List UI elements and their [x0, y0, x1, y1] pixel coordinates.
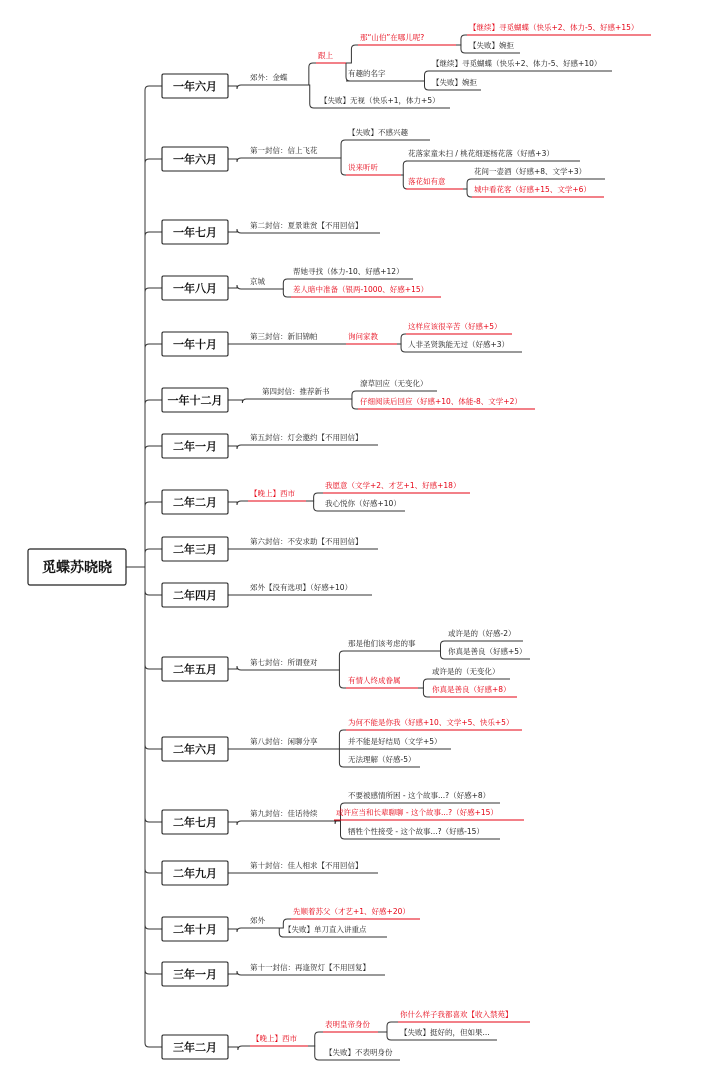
branch-connector: [347, 399, 358, 409]
month-branch: [145, 446, 162, 450]
month-label: 二年六月: [173, 743, 217, 756]
branch-label: 那是他们该考虑的事: [348, 639, 416, 648]
branch-node: [346, 717, 522, 730]
branch-connector: [337, 140, 346, 158]
branch-node: [323, 1047, 400, 1060]
month-to-branch-connector: [228, 821, 248, 825]
branch-node: [358, 396, 535, 409]
month-node: [162, 388, 228, 412]
branch-node: [446, 628, 523, 641]
branch-label: 花间一壶酒（好感+8、文学+3）: [474, 167, 587, 176]
branch-node: [248, 145, 337, 158]
month-label: 一年十二月: [167, 394, 223, 407]
branch-node: [250, 1033, 308, 1046]
month-node: [162, 657, 228, 681]
branch-node: [248, 331, 335, 344]
branch-label: 【失败】不感兴趣: [348, 128, 408, 137]
branch-label: 【失败】挺好的，但如果...: [400, 1028, 490, 1037]
month-branch: [145, 591, 162, 595]
branch-label: 【失败】无视（快乐+1，体力+5）: [320, 96, 440, 105]
month-node: [162, 737, 228, 761]
month-node: [162, 861, 228, 885]
branch-node: [346, 754, 420, 767]
branch-node: [406, 321, 512, 334]
branch-connector: [277, 289, 291, 297]
month-branch: [145, 869, 162, 873]
month-node: [162, 147, 228, 171]
month-branch: [145, 925, 162, 929]
branch-label: 仔细阅读后回应（好感+10、体能-8、文学+2）: [360, 397, 522, 406]
branch-label: 【失败】婉拒: [432, 78, 477, 87]
branch-node: [346, 331, 397, 344]
branch-label: 郊外【没有选项】（好感+10）: [250, 583, 353, 592]
branch-node: [346, 127, 430, 140]
month-label: 二年四月: [173, 589, 217, 602]
branch-label: 【继续】寻觅蝴蝶（快乐+2、体力-5、好感+15）: [469, 23, 639, 32]
branch-label: 你什么样子我都喜欢【收入禁苑】: [400, 1010, 513, 1019]
branch-labels: [248, 22, 651, 1060]
branch-node: [323, 480, 470, 493]
branch-connector: [308, 1032, 323, 1046]
month-branch: [145, 1043, 162, 1047]
branch-label: 花落家童未扫 / 桃花细逐杨花落（好感+3）: [408, 149, 554, 158]
branch-label: 或许是的（无变化）: [432, 667, 500, 676]
month-to-branch-connector: [228, 666, 248, 670]
branch-label: 不要被感情所困 - 这个故事...?（好感+8）: [348, 791, 491, 800]
root-node: [28, 549, 126, 585]
branch-node: [316, 50, 346, 63]
branch-node: [260, 386, 347, 399]
branch-label: 这样应该很辛苦（好感+5）: [408, 322, 502, 331]
branch-connector: [308, 1046, 323, 1060]
branch-node: [406, 339, 522, 352]
branch-connector: [456, 35, 467, 45]
branch-node: [446, 646, 530, 659]
branch-label: 有情人终成眷属: [348, 676, 401, 685]
branch-label: 【失败】单刀直入讲重点: [284, 925, 367, 934]
branch-node: [346, 162, 401, 175]
month-label: 三年一月: [173, 968, 217, 981]
branch-label: 并不能是好结局（文学+5）: [348, 737, 442, 746]
branch-label: 第八封信：闲聊分享: [250, 737, 318, 746]
branch-node: [248, 536, 378, 549]
month-label: 一年六月: [173, 153, 217, 166]
month-label: 二年三月: [173, 543, 217, 556]
month-branch: [145, 288, 162, 292]
month-branch: [145, 818, 162, 822]
branch-node: [248, 488, 306, 501]
branch-node: [398, 1027, 497, 1040]
branch-connector: [306, 493, 323, 501]
branch-label: 第三封信：新旧锦帕: [250, 332, 318, 341]
branch-label: 人非圣贤孰能无过（好感+3）: [408, 340, 510, 349]
month-branch: [145, 665, 162, 669]
branch-label: 郊外：金蝶: [250, 73, 288, 82]
branch-connector: [277, 928, 283, 937]
month-label: 一年十月: [173, 338, 217, 351]
branch-node: [248, 915, 277, 928]
month-label: 二年九月: [173, 867, 217, 880]
month-branch: [145, 232, 162, 236]
branch-connector: [420, 71, 430, 81]
branch-node: [467, 40, 520, 53]
branch-node: [346, 826, 500, 839]
month-branch: [145, 549, 162, 553]
month-node: [162, 276, 228, 300]
branch-connector: [418, 688, 430, 697]
month-branch: [145, 344, 162, 348]
branch-label: 询问家教: [348, 332, 378, 341]
month-node: [162, 490, 228, 514]
branch-label: 第七封信：所谓登对: [250, 658, 318, 667]
month-to-branch-connector: [228, 229, 248, 233]
branch-node: [358, 32, 456, 45]
branch-label: 城中看花客（好感+15、文学+6）: [474, 185, 591, 194]
branch-connector: [277, 279, 291, 289]
month-label: 二年一月: [173, 440, 217, 453]
branch-node: [248, 657, 334, 670]
branch-node: [472, 166, 605, 179]
branch-label: 第五封信：灯会邀约【不用回信】: [250, 433, 363, 442]
branch-node: [430, 666, 510, 679]
branch-node: [467, 22, 651, 35]
month-label: 二年二月: [173, 496, 217, 509]
branch-label: 第四封信：推荐新书: [262, 387, 330, 396]
branch-node: [318, 95, 450, 108]
branch-connector: [334, 651, 346, 670]
branch-connector: [401, 175, 407, 189]
month-label: 二年七月: [173, 816, 217, 829]
branch-node: [248, 220, 380, 233]
month-branch: [145, 970, 162, 974]
branch-label: 你真是善良（好感+5）: [448, 647, 527, 656]
branch-node: [358, 378, 437, 391]
month-branch: [145, 745, 162, 749]
branch-node: [248, 860, 378, 873]
branch-connector: [303, 85, 318, 108]
month-node: [162, 810, 228, 834]
month-to-branch-connector: [228, 1046, 250, 1050]
branch-label: 你真是善良（好感+8）: [432, 685, 511, 694]
branch-node: [248, 582, 372, 595]
branch-node: [430, 684, 517, 697]
branch-connector: [334, 730, 346, 749]
branch-node: [406, 176, 463, 189]
branch-label: 郊外: [250, 916, 265, 925]
month-label: 一年七月: [173, 226, 217, 239]
month-node: [162, 74, 228, 98]
branch-label: 帮她寻找（体力-10、好感+12）: [293, 267, 404, 276]
month-node: [162, 332, 228, 356]
branch-label: 跟上: [318, 51, 333, 60]
branch-node: [248, 736, 334, 749]
branch-label: 那“山伯”在哪儿呢?: [360, 33, 425, 42]
branch-connector: [436, 641, 446, 651]
branch-connector: [346, 45, 358, 63]
branch-node: [346, 638, 436, 651]
branch-connector: [306, 501, 323, 511]
branch-connector: [456, 45, 467, 53]
branch-node: [472, 184, 604, 197]
branch-node: [346, 675, 418, 688]
month-to-branch-connector: [228, 971, 248, 975]
month-to-branch-connector: [228, 285, 248, 289]
branch-label: 第二封信：夏景谁赏【不用回信】: [250, 221, 363, 230]
branch-label: 【继续】寻觅蝴蝶（快乐+2、体力-5、好感+10）: [432, 59, 602, 68]
branch-label: 为何不能是你我（好感+10、文学+5、快乐+5）: [348, 718, 514, 727]
branch-label: 【失败】婉拒: [469, 41, 514, 50]
month-to-branch-connector: [228, 501, 248, 505]
month-branch: [145, 400, 162, 404]
month-node: [162, 537, 228, 561]
branch-node: [291, 284, 441, 297]
branch-label: 第十一封信：再逢贺灯【不用回复】: [250, 963, 370, 972]
branch-label: 第十封信：佳人相求【不用回信】: [250, 861, 363, 870]
month-node: [162, 583, 228, 607]
branch-connector: [401, 161, 407, 175]
branch-connector: [420, 81, 430, 90]
branch-label: 无法理解（好感-5）: [348, 755, 416, 764]
month-to-branch-connector: [228, 85, 248, 89]
branch-node: [398, 1009, 530, 1022]
branch-label: 落花如有意: [408, 177, 446, 186]
month-nodes: [162, 74, 228, 1059]
branch-node: [248, 432, 378, 445]
branch-connector: [337, 158, 346, 175]
month-label: 三年二月: [173, 1041, 217, 1054]
branch-node: [346, 790, 500, 803]
month-label: 二年十月: [173, 923, 217, 936]
month-node: [162, 962, 228, 986]
branch-connector: [334, 670, 346, 688]
branch-label: 【晚上】西市: [252, 1034, 297, 1043]
month-label: 二年五月: [173, 663, 217, 676]
month-branch: [145, 502, 162, 506]
branch-connector: [436, 651, 446, 659]
branch-label: 第一封信：信上飞花: [250, 146, 318, 155]
branch-label: 第九封信：佳话待续: [250, 809, 318, 818]
month-node: [162, 917, 228, 941]
branch-label: 【失败】不表明身份: [325, 1048, 393, 1057]
branch-label: 先顺着苏父（才艺+1、好感+20）: [293, 907, 410, 916]
branch-node: [291, 266, 413, 279]
branch-label: 潦草回应（无变化）: [360, 379, 428, 388]
month-to-branch-connector: [228, 158, 248, 162]
month-label: 一年六月: [173, 80, 217, 93]
branch-label: 第六封信：不安求助【不用回信】: [250, 537, 363, 546]
branch-node: [291, 906, 420, 919]
branch-connector: [303, 63, 316, 85]
root-title: 觅蝶苏晓晓: [42, 560, 112, 576]
month-node: [162, 1035, 228, 1059]
branch-node: [282, 924, 387, 937]
branch-node: [248, 808, 336, 821]
branch-node: [323, 498, 405, 511]
branch-node: [430, 58, 612, 71]
branch-label: 表明皇帝身份: [325, 1020, 370, 1029]
month-node: [162, 434, 228, 458]
branch-label: 牺牲个性接受 - 这个故事...?（好感-15）: [348, 827, 484, 836]
branch-label: 或许是的（好感-2）: [448, 629, 516, 638]
branch-label: 【晚上】西市: [250, 489, 295, 498]
branch-node: [248, 962, 385, 975]
month-to-branch-connector: [228, 399, 260, 403]
month-branch: [145, 159, 162, 163]
branch-label: 或许应当和长辈聊聊 - 这个故事...?（好感+15）: [336, 808, 498, 817]
branch-label: 差人暗中准备（银两-1000、好感+15）: [293, 285, 429, 294]
branch-label: 有趣的名字: [348, 69, 386, 78]
branch-connector: [463, 189, 472, 197]
branch-node: [346, 68, 420, 81]
branch-connector: [334, 749, 346, 767]
branch-node: [248, 276, 277, 289]
branch-node: [430, 77, 481, 90]
branch-connector: [378, 1032, 398, 1040]
branch-connector: [336, 821, 346, 839]
branch-connector: [418, 679, 430, 688]
month-node: [162, 220, 228, 244]
branch-connector: [378, 1022, 398, 1032]
branch-label: 我心悦你（好感+10）: [325, 499, 401, 508]
branch-connector: [397, 344, 406, 352]
branch-connector: [397, 334, 406, 344]
branch-label: 我愿意（文学+2、才艺+1、好感+18）: [325, 481, 461, 490]
branch-node: [346, 736, 451, 749]
branch-connector: [347, 391, 358, 399]
branch-label: 说来听听: [348, 163, 378, 172]
month-branch: [145, 86, 162, 90]
branch-node: [323, 1019, 378, 1032]
month-to-branch-connector: [228, 928, 248, 932]
branch-node: [248, 72, 303, 85]
month-label: 一年八月: [173, 282, 217, 295]
branch-connector: [463, 179, 472, 189]
branch-node: [406, 148, 580, 161]
branch-node: [334, 807, 524, 820]
month-to-branch-connector: [228, 445, 248, 449]
branch-label: 京城: [250, 277, 265, 286]
